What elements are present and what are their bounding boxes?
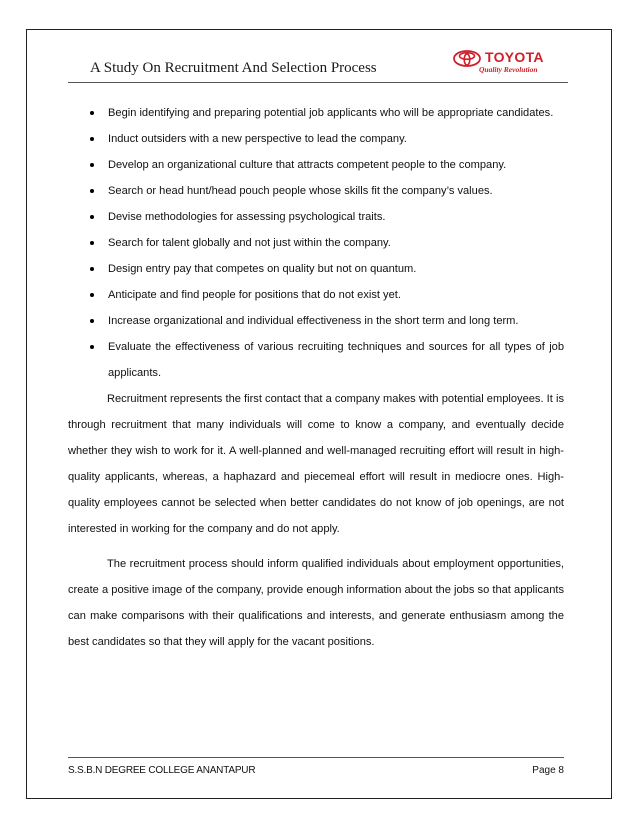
list-item: Evaluate the effectiveness of various recruiting techniques and sources for all types of job applicants.: [68, 334, 564, 386]
logo-name: TOYOTA: [485, 49, 544, 65]
list-item: Design entry pay that competes on quality but not on quantum.: [68, 256, 564, 282]
list-item: Develop an organizational culture that attracts competent people to the company.: [68, 152, 564, 178]
list-item: Search for talent globally and not just within the company.: [68, 230, 564, 256]
list-item: Devise methodologies for assessing psychological traits.: [68, 204, 564, 230]
page-footer: [68, 757, 564, 784]
logo-tagline: Quality Revolution: [479, 65, 538, 74]
paragraph-recruitment-process: The recruitment process should inform qualified individuals about employment opportunities, create a positive image of the company, provide enough information about the jobs so that applicants can make comparisons with their qualifications and interests, and generate enthusiasm among the best candidates so that they will apply for the vacant positions.: [68, 558, 564, 648]
page-number: Page 8: [532, 765, 564, 776]
page-header: [68, 40, 568, 83]
list-item: Increase organizational and individual effectiveness in the short term and long term.: [68, 308, 564, 334]
toyota-logo: [445, 49, 560, 79]
bullet-list: [68, 100, 564, 386]
list-item: Search or head hunt/head pouch people whose skills fit the company’s values.: [68, 178, 564, 204]
header-title: A Study On Recruitment And Selection Process: [90, 60, 377, 76]
list-item: Anticipate and find people for positions that do not exist yet.: [68, 282, 564, 308]
paragraph-recruitment-contact: Recruitment represents the first contact that a company makes with potential employees. It is through recruitment that many individuals will come to know a company, and eventually decide whether they wish to work for it. A well-planned and well-managed recruiting effort will result in high-quality applicants, whereas, a haphazard and piecemeal effort will result in mediocre ones. High-quality employees cannot be selected when better candidates do not know of job openings, are not interested in working for the company and do not apply.: [68, 393, 564, 535]
list-item: Induct outsiders with a new perspective to lead the company.: [68, 126, 564, 152]
footer-college: S.S.B.N DEGREE COLLEGE ANANTAPUR: [68, 765, 256, 776]
toyota-emblem-icon: [453, 50, 481, 67]
page-content: [68, 100, 564, 655]
list-item: Begin identifying and preparing potential job applicants who will be appropriate candidates.: [68, 100, 564, 126]
